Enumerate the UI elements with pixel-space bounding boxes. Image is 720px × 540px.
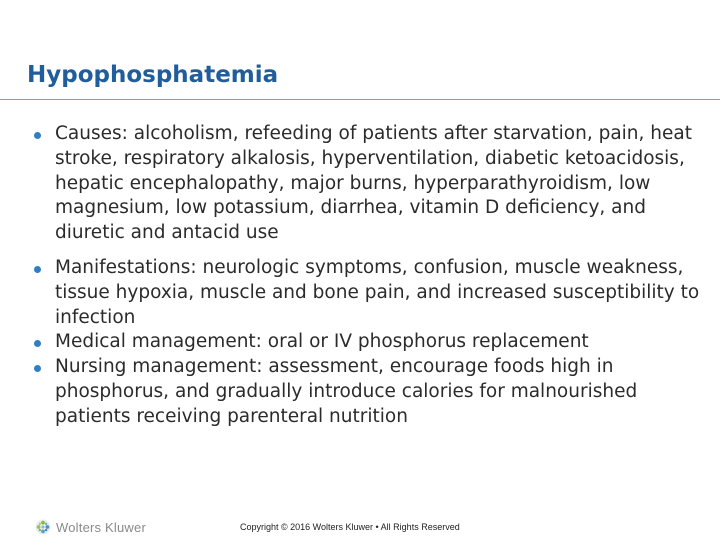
copyright-notice: Copyright © 2016 Wolters Kluwer • All Rights Reserved bbox=[240, 522, 460, 532]
bullet-dot-icon bbox=[34, 365, 41, 372]
bullet-text: Nursing management: assessment, encourage foods high in phosphorus, and gradually introduce calories for malnourished patients receiving parenteral nutrition bbox=[55, 356, 638, 427]
publisher-logo bbox=[35, 519, 146, 535]
bullet-text: Medical management: oral or IV phosphorus replacement bbox=[55, 331, 589, 353]
bullet-dot-icon bbox=[34, 266, 41, 273]
logo-text: Wolters Kluwer bbox=[56, 519, 146, 535]
bullet-text: Causes: alcoholism, refeeding of patients after starvation, pain, heat stroke, respiratory alkalosis, hyperventilation, diabetic ketoacidosis, hepatic encephalopathy, major burns, hyperparathyroidism, low magnesium, low potassium, diarrhea, vitamin D deficiency, and diuretic and antacid use bbox=[55, 123, 692, 244]
title-divider bbox=[0, 99, 720, 100]
bullet-item-medical-management bbox=[34, 330, 710, 355]
bullet-dot-icon bbox=[34, 340, 41, 347]
wolters-kluwer-logo-icon bbox=[35, 519, 51, 535]
bullet-item-nursing-management bbox=[34, 355, 710, 429]
bullet-text: Manifestations: neurologic symptoms, confusion, muscle weakness, tissue hypoxia, muscle and bone pain, and increased susceptibility to infection bbox=[55, 256, 700, 328]
bullet-dot-icon bbox=[34, 132, 41, 139]
bullet-item-manifestations bbox=[34, 256, 710, 330]
bullet-item-causes bbox=[34, 122, 710, 246]
slide-title: Hypophosphatemia bbox=[27, 62, 279, 88]
bullet-list bbox=[34, 122, 710, 430]
